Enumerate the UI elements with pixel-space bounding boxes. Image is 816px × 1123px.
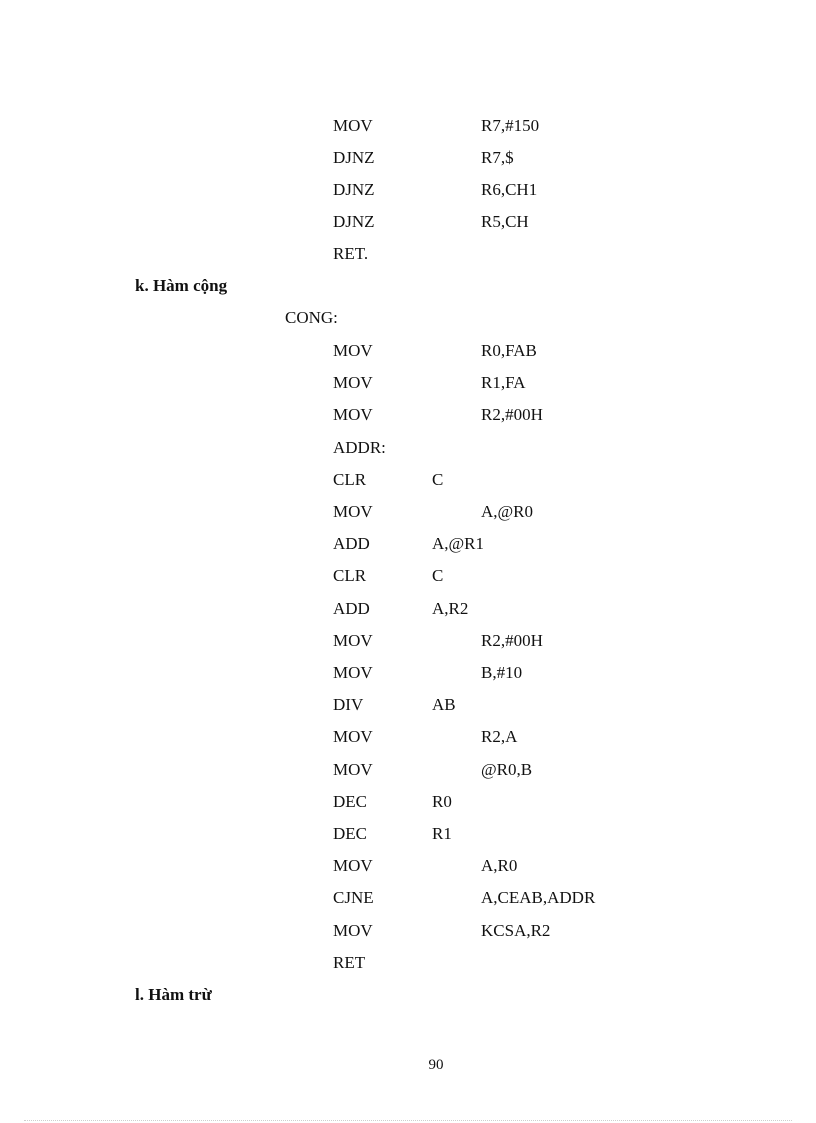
- code-arg: A,@R0: [481, 502, 534, 521]
- code-arg: KCSA,R2: [481, 921, 551, 940]
- code-arg: R2,#00H: [481, 405, 543, 424]
- code-arg: @R0,B: [481, 760, 533, 779]
- code-op: CJNE: [333, 888, 374, 907]
- code-op: DJNZ: [333, 180, 375, 199]
- code-op: RET.: [333, 244, 369, 263]
- code-op: DJNZ: [333, 212, 375, 231]
- section-heading-l: l. Hàm trừ: [135, 985, 212, 1004]
- code-op: DJNZ: [333, 148, 375, 167]
- code-op: MOV: [333, 921, 373, 940]
- code-arg: A,@R1: [432, 534, 485, 553]
- code-arg: AB: [432, 695, 456, 714]
- code-op: MOV: [333, 373, 373, 392]
- code-op: MOV: [333, 663, 373, 682]
- code-arg: R7,$: [481, 148, 514, 167]
- code-arg: R0,FAB: [481, 341, 537, 360]
- code-arg: C: [432, 470, 444, 489]
- code-op: ADD: [333, 599, 370, 618]
- code-op: ADD: [333, 534, 370, 553]
- code-arg: R1: [432, 824, 452, 843]
- code-arg: R5,CH: [481, 212, 529, 231]
- code-label-cong: CONG:: [285, 308, 338, 327]
- code-arg: R2,#00H: [481, 631, 543, 650]
- code-op: RET: [333, 953, 366, 972]
- code-op: MOV: [333, 502, 373, 521]
- code-op: DIV: [333, 695, 364, 714]
- page-number: 90: [428, 1057, 444, 1073]
- code-arg: C: [432, 566, 444, 585]
- code-arg: A,R0: [481, 856, 518, 875]
- code-op: DEC: [333, 824, 367, 843]
- code-arg: B,#10: [481, 663, 523, 682]
- code-op: CLR: [333, 566, 367, 585]
- code-arg: R1,FA: [481, 373, 526, 392]
- code-op: MOV: [333, 631, 373, 650]
- code-op: MOV: [333, 341, 373, 360]
- code-op: ADDR:: [333, 438, 386, 457]
- code-op: MOV: [333, 405, 373, 424]
- code-arg: R2,A: [481, 727, 518, 746]
- code-op: MOV: [333, 760, 373, 779]
- code-op: DEC: [333, 792, 367, 811]
- code-arg: A,CEAB,ADDR: [481, 888, 596, 907]
- code-op: CLR: [333, 470, 367, 489]
- code-arg: A,R2: [432, 599, 469, 618]
- code-arg: R0: [432, 792, 452, 811]
- code-op: MOV: [333, 856, 373, 875]
- code-arg: R7,#150: [481, 116, 540, 135]
- code-op: MOV: [333, 116, 373, 135]
- code-arg: R6,CH1: [481, 180, 538, 199]
- page-bottom-divider: [24, 1120, 792, 1121]
- section-heading-k: k. Hàm cộng: [135, 276, 228, 295]
- code-op: MOV: [333, 727, 373, 746]
